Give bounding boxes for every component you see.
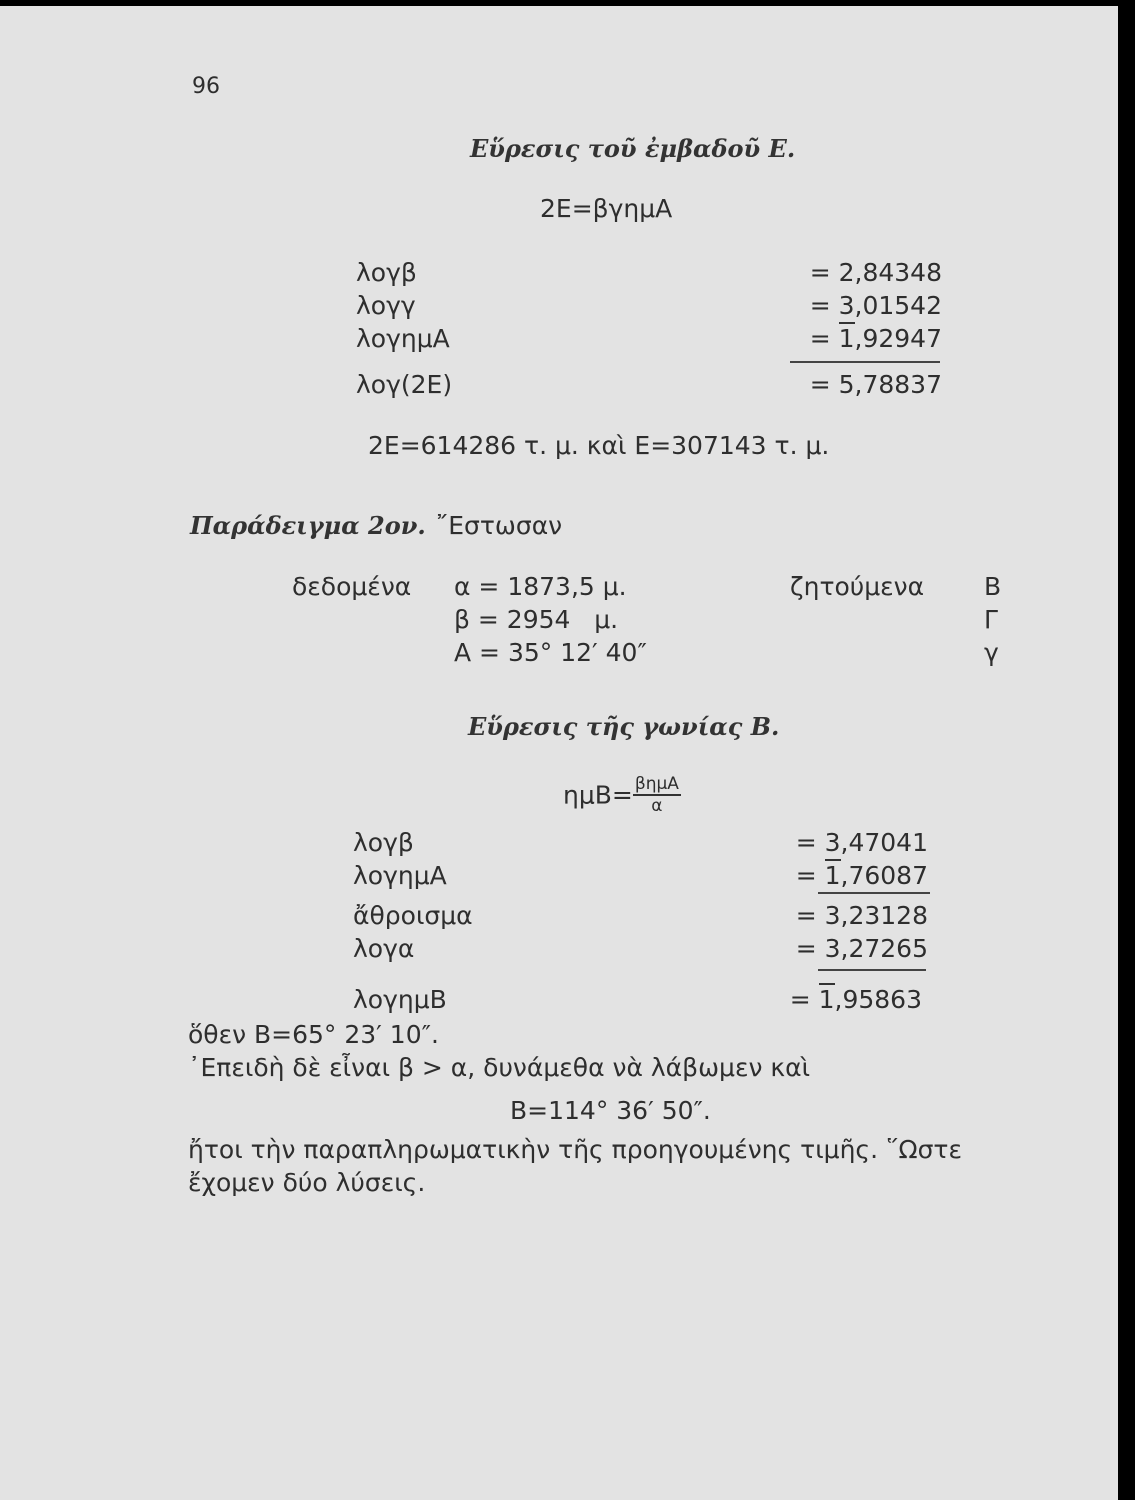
page-number: 96 bbox=[192, 74, 220, 99]
section2-formula: ημΒ= $\frac{\text{βημΑ}}{\alpha}$ bbox=[563, 774, 679, 816]
s1-sum-rule bbox=[790, 361, 940, 363]
sought-B: Β bbox=[984, 572, 1002, 601]
s2-label-logb: λογβ bbox=[353, 828, 414, 857]
text-since: ᾿Επειδὴ δὲ εἶναι β > α, δυνάμεθα νὰ λάβωμεν καὶ bbox=[188, 1053, 811, 1082]
example2-intro: ῎Εστωσαν bbox=[435, 511, 563, 540]
section1-heading: Εὕρεσις τοῦ ἐμβαδοῦ Ε. bbox=[470, 134, 796, 163]
text-para2: ἔχομεν δύο λύσεις. bbox=[188, 1168, 426, 1197]
formula-numerator: βημΑ bbox=[634, 774, 679, 794]
s2-value-athroisma: = 3,23128 bbox=[795, 901, 928, 930]
s1-value-logb: = 2,84348 bbox=[809, 258, 942, 287]
s1-label-logb: λογβ bbox=[356, 258, 417, 287]
example2-title-line bbox=[190, 511, 562, 540]
given-angle-A: Α = 35° 12′ 40″ bbox=[454, 638, 647, 667]
example2-title: Παράδειγμα 2ον. bbox=[190, 511, 426, 540]
s1-label-loghmA: λογημΑ bbox=[356, 324, 450, 353]
s2-label-loga: λογα bbox=[353, 934, 415, 963]
sought-G: Γ bbox=[984, 605, 998, 634]
sought-g: γ bbox=[984, 638, 999, 667]
s2-value-loghmB: = 1,95863 bbox=[789, 985, 922, 1014]
s2-sum-rule bbox=[818, 892, 930, 894]
s1-value-logg: = 3,01542 bbox=[809, 291, 942, 320]
sought-label: ζητούμενα bbox=[790, 572, 925, 601]
s1-value-log2E: = 5,78837 bbox=[809, 370, 942, 399]
section1-formula: 2Ε=βγημΑ bbox=[540, 194, 673, 223]
given-alpha: α = 1873,5 μ. bbox=[454, 572, 627, 601]
text-then: ὅθεν Β=65° 23′ 10″. bbox=[188, 1020, 439, 1049]
text-para1: ἤτοι τὴν παραπληρωματικὴν τῆς προηγουμένης τιμῆς. ῞Ωστε bbox=[188, 1135, 962, 1164]
text-b-alt: Β=114° 36′ 50″. bbox=[510, 1096, 711, 1125]
s2-value-loghmA: = 1,76087 bbox=[795, 861, 928, 890]
s2-diff-rule bbox=[818, 969, 926, 971]
given-beta: β = 2954 μ. bbox=[454, 605, 619, 634]
given-label: δεδομένα bbox=[292, 572, 412, 601]
s1-label-log2E: λογ(2Ε) bbox=[356, 370, 453, 399]
section2-heading: Εὕρεσις τῆς γωνίας Β. bbox=[468, 712, 780, 741]
s1-value-loghmA: = 1,92947 bbox=[809, 324, 942, 353]
s1-result: 2Ε=614286 τ. μ. καὶ Ε=307143 τ. μ. bbox=[368, 431, 830, 460]
s2-value-logb: = 3,47041 bbox=[795, 828, 928, 857]
s2-label-loghmA: λογημΑ bbox=[353, 861, 447, 890]
book-page bbox=[0, 6, 1118, 1500]
s2-label-athroisma: ἄθροισμα bbox=[353, 901, 473, 930]
formula-denominator: α bbox=[651, 796, 663, 816]
s1-label-logg: λογγ bbox=[356, 291, 416, 320]
s2-label-loghmB: λογημΒ bbox=[353, 985, 447, 1014]
s2-value-loga: = 3,27265 bbox=[795, 934, 928, 963]
